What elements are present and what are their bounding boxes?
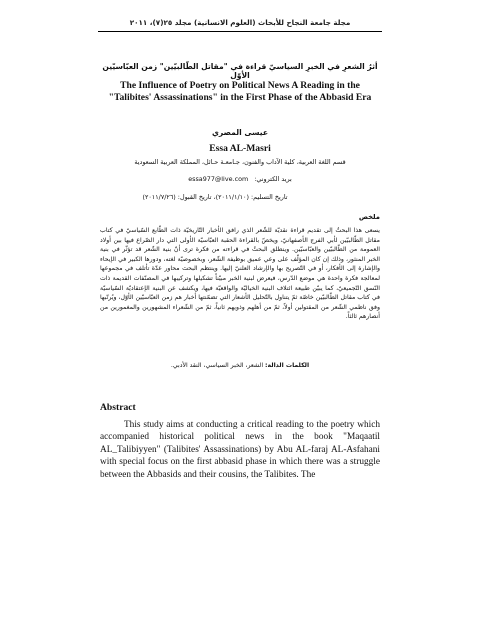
author-name-arabic: عيسى المصري (211, 128, 269, 137)
header-rule (98, 31, 382, 32)
keywords-value: الشعر، الخبر السياسي، النقد الأدبي. (170, 362, 264, 369)
title-english: The Influence of Poetry on Political News A Reading in the "Talibites' Assassinations" in the First Phase of the Abbasid Era (108, 80, 372, 103)
author-affiliation: قسم اللغة العربية، كلية الآداب والفنون، جـامعـة حـائل، المملكة العربية السعودية (134, 158, 346, 166)
abstract-arabic-heading: ملخص (358, 213, 380, 221)
keywords-label: الكلمات الدالة: (265, 362, 310, 369)
abstract-english-body: This study aims at conducting a critical reading to the poetry which accompanied historical political news in the book "Maqaatil AL_Talibiyyen" (Talibites' Assassinations) by Abu AL-faraj AL-Asfahani with special focus on the first abbasid phase in which there was a struggle between the Abbasids and their cousins, the Talibites. The (100, 420, 380, 480)
email-line (0, 175, 480, 183)
email-address[interactable]: essa977@live.com (188, 175, 249, 183)
abstract-arabic-body: يسعى هذا البحثُ إلى تقديم قراءة نقديّة للشّعر الذي رافق الأخبار التّاريخيّة ذات الطّابع السّياسيّ في كتاب مقاتل الطّالبيّين لأبي الفرج الأصفهانيّ، ويخصّ بالقراءة الحقبة العبّاسيّة الأولى التي دار الصّراع فيها بين أولاد العمومة من الطّالبيّين والعبّاسيّين. وينطلق البحثُ في قراءته من فكرة ترى أنّ بنية الشّعر قد تؤثّر في بنية الخبر المنثور، وذلك إن كان المؤلّف على وعي عميق بوظيفة الشّعر، وبخصوصيّة لغته، ودورها الكبير في الإيحاء والإشارة إلى الأفكار، أو في التّصريح بها والإرشاد العلنيّ إليها. وينتظم البحث محاور عدّة تأتلف في مجموعها لمعالجة فكرة واحدة هي موضع الدّرس، فيعرض لبنية الخبر مبيّناً تشكيلها وتركيبها في المصنّفات القديمة ذات النّسق التّجميعيّ، كما يبيّن طبيعة ائتلاف البنية الخياليّة والواقعيّة فيها، ويكشف عن البنية الإعتقاديّة السّياسيّة في كتاب مقاتل الطّالبيّين خاصّة ثمّ يتناول بالتّحليل الأشعار التي تضمّنتها أخبار هم زمن العبّاسيّين الأوّل، ويُرتّبها وفق ناظمي الشّعر من المقتولين أولاً، ثمّ من أهلهم وذويهم ثانياً، ثمّ من الشّعراء المشهورين والمغمورين من أنصارهم ثالثاً. (100, 227, 380, 321)
keywords-arabic (100, 362, 380, 369)
email-label: بريد الكتروني: (254, 175, 292, 183)
author-name-english: Essa AL-Masri (209, 143, 271, 154)
journal-running-header: مجلة جامعة النجاح للأبحاث (العلوم الانسانية) مجلد ٢٥(٧)، ٢٠١١ (129, 18, 351, 27)
submission-dates: تاريخ التسليم: (٢٠١١/١/١٠)، تاريخ القبول: (٢٠١١/٧/٢٦) (142, 193, 288, 201)
abstract-english-heading: Abstract (100, 402, 136, 413)
title-arabic: أثرُ الشعرِ في الخبرِ السياسيّ قراءة في "مقاتل الطّالبيّين" زمن العبّاسيّين الأوّل (102, 62, 378, 80)
